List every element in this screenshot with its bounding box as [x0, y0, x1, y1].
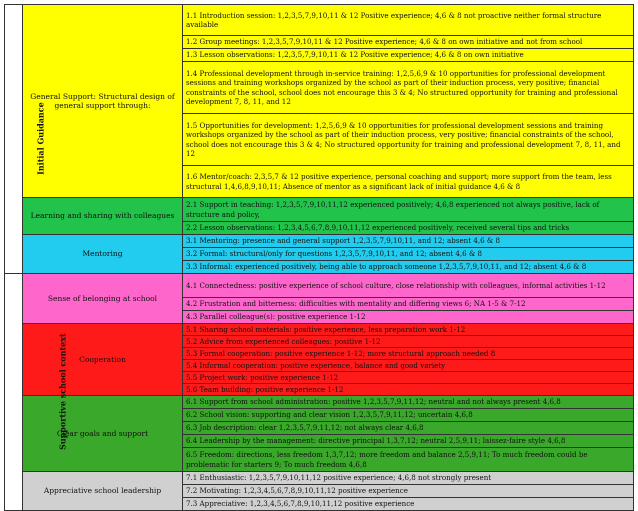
item-5-1: 5.1 Sharing school materials: positive experience, less preparation work 1-12: [183, 324, 634, 336]
item-1-4: 1.4 Professional development through in-service training: 1,2,5,6,9 & 10 opportunities for professional development sessions and training workshops organized by the school as part of their induction process, very positive; financial constraints of the school, school does not encourage this 3 & 4; No structured opportunity for training and professional development 7, 8, 11, and 12: [183, 62, 634, 114]
item-3-1: 3.1 Mentoring: presence and general support 1,2,3,5,7,9,10,11, and 12; absent 4,6 & 8: [183, 235, 634, 248]
table-row: [5, 5, 634, 36]
item-2-2: 2.2 Lesson observations: 1,2,3,4,5,6,7,8,9,10,11,12 experienced positively, received several tips and tricks: [183, 222, 634, 235]
category-cooperation: Cooperation: [23, 324, 183, 396]
item-1-2: 1.2 Group meetings: 1,2,3,5,7,9,10,11 & 12 Positive experience; 4,6 & 8 on own initiative and not from school: [183, 36, 634, 49]
item-5-6: 5.6 Team building: positive experience 1-12: [183, 384, 634, 396]
item-1-5: 1.5 Opportunities for development: 1,2,5,6,9 & 10 opportunities for professional development sessions and training workshops organized by the school as part of their induction process, very positive; financial constraints of the school, school does not encourage this 3 & 4; No structured opportunity for training and professional development 7, 8, 11, and 12: [183, 114, 634, 166]
item-7-1: 7.1 Enthusiastic: 1,2,3,5,7,9,10,11,12 positive experience; 4,6,8 not strongly present: [183, 472, 634, 485]
table-row: [5, 274, 634, 298]
table-row: [5, 198, 634, 222]
item-6-2: 6.2 School vision: supporting and clear vision 1,2,3,5,7,9,11,12; uncertain 4,6,8: [183, 409, 634, 422]
table-row: [5, 324, 634, 336]
item-7-3: 7.3 Appreciative: 1,2,3,4,5,6,7,8,9,10,11,12 positive experience: [183, 498, 634, 511]
item-5-4: 5.4 Informal cooperation: positive experience, balance and good variety: [183, 360, 634, 372]
table-row: [5, 472, 634, 485]
item-5-3: 5.3 Formal cooperation: positive experience 1-12; more structural approach needed 8: [183, 348, 634, 360]
item-1-6: 1.6 Mentor/coach: 2,3,5,7 & 12 positive experience, personal coaching and support; more support from the team, less structural 1,4,6,8,9,10,11; Absence of mentor as a significant lack of initial guidance 4,6 & 8: [183, 166, 634, 198]
category-clear-goals: Clear goals and support: [23, 396, 183, 472]
item-5-5: 5.5 Project work: positive experience 1-12: [183, 372, 634, 384]
item-6-5: 6.5 Freedom: directions, less freedom 1,3,7,12; more freedom and balance 2,5,9,11; To much freedom could be problematic for starters 9; To much freedom 4,6,8: [183, 448, 634, 472]
section-label-supportive-context: Supportive school context: [5, 274, 23, 511]
item-3-2: 3.2 Formal: structural/only for questions 1,2,3,5,7,9,10,11, and 12; absent 4,6 & 8: [183, 248, 634, 261]
item-4-3: 4.3 Parallel colleague(s): positive experience 1-12: [183, 311, 634, 324]
results-table: [4, 4, 634, 511]
item-6-4: 6.4 Leadership by the management: directive principal 1,3,7,12; neutral 2,5,9,11; laissez-faire style 4,6,8: [183, 435, 634, 448]
item-4-2: 4.2 Frustration and bitterness: difficulties with mentality and differing views 6; NA 1-5 & 7-12: [183, 298, 634, 311]
item-5-2: 5.2 Advice from experienced colleagues: positive 1-12: [183, 336, 634, 348]
item-7-2: 7.2 Motivating: 1,2,3,4,5,6,7,8,9,10,11,12 positive experience: [183, 485, 634, 498]
section-label-initial-guidance: Initial Guidance: [5, 5, 23, 274]
table-row: [5, 396, 634, 409]
table-row: [5, 235, 634, 248]
category-appreciative-leadership: Appreciative school leadership: [23, 472, 183, 511]
item-2-1: 2.1 Support in teaching: 1,2,3,5,7,9,10,11,12 experienced positively; 4,6,8 experienced not always positive, lack of structure and policy,: [183, 198, 634, 222]
category-sense-of-belonging: Sense of belonging at school: [23, 274, 183, 324]
category-mentoring: Mentoring: [23, 235, 183, 274]
category-general-support: General Support: Structural design of general support through:: [23, 5, 183, 198]
category-learning-sharing: Learning and sharing with colleagues: [23, 198, 183, 235]
item-1-1: 1.1 Introduction session: 1,2,3,5,7,9,10,11 & 12 Positive experience; 4,6 & 8 not proactive neither formal structure available: [183, 5, 634, 36]
item-6-1: 6.1 Support from school administration: positive 1,2,3,5,7,9,11,12; neutral and not always present 4,6,8: [183, 396, 634, 409]
item-3-3: 3.3 Informal: experienced positively, being able to approach someone 1,2,3,5,7,9,10,11, and 12; absent 4,6 & 8: [183, 261, 634, 274]
item-6-3: 6.3 Job description: clear 1,2,3,5,7,9,11,12; not always clear 4,6,8: [183, 422, 634, 435]
item-4-1: 4.1 Connectedness: positive experience of school culture, close relationship with colleagues, informal activities 1-12: [183, 274, 634, 298]
results-table-frame: [4, 4, 634, 509]
item-1-3: 1.3 Lesson observations: 1,2,3,5,7,9,10,11 & 12 Positive experience; 4,6 & 8 on own initiative: [183, 49, 634, 62]
